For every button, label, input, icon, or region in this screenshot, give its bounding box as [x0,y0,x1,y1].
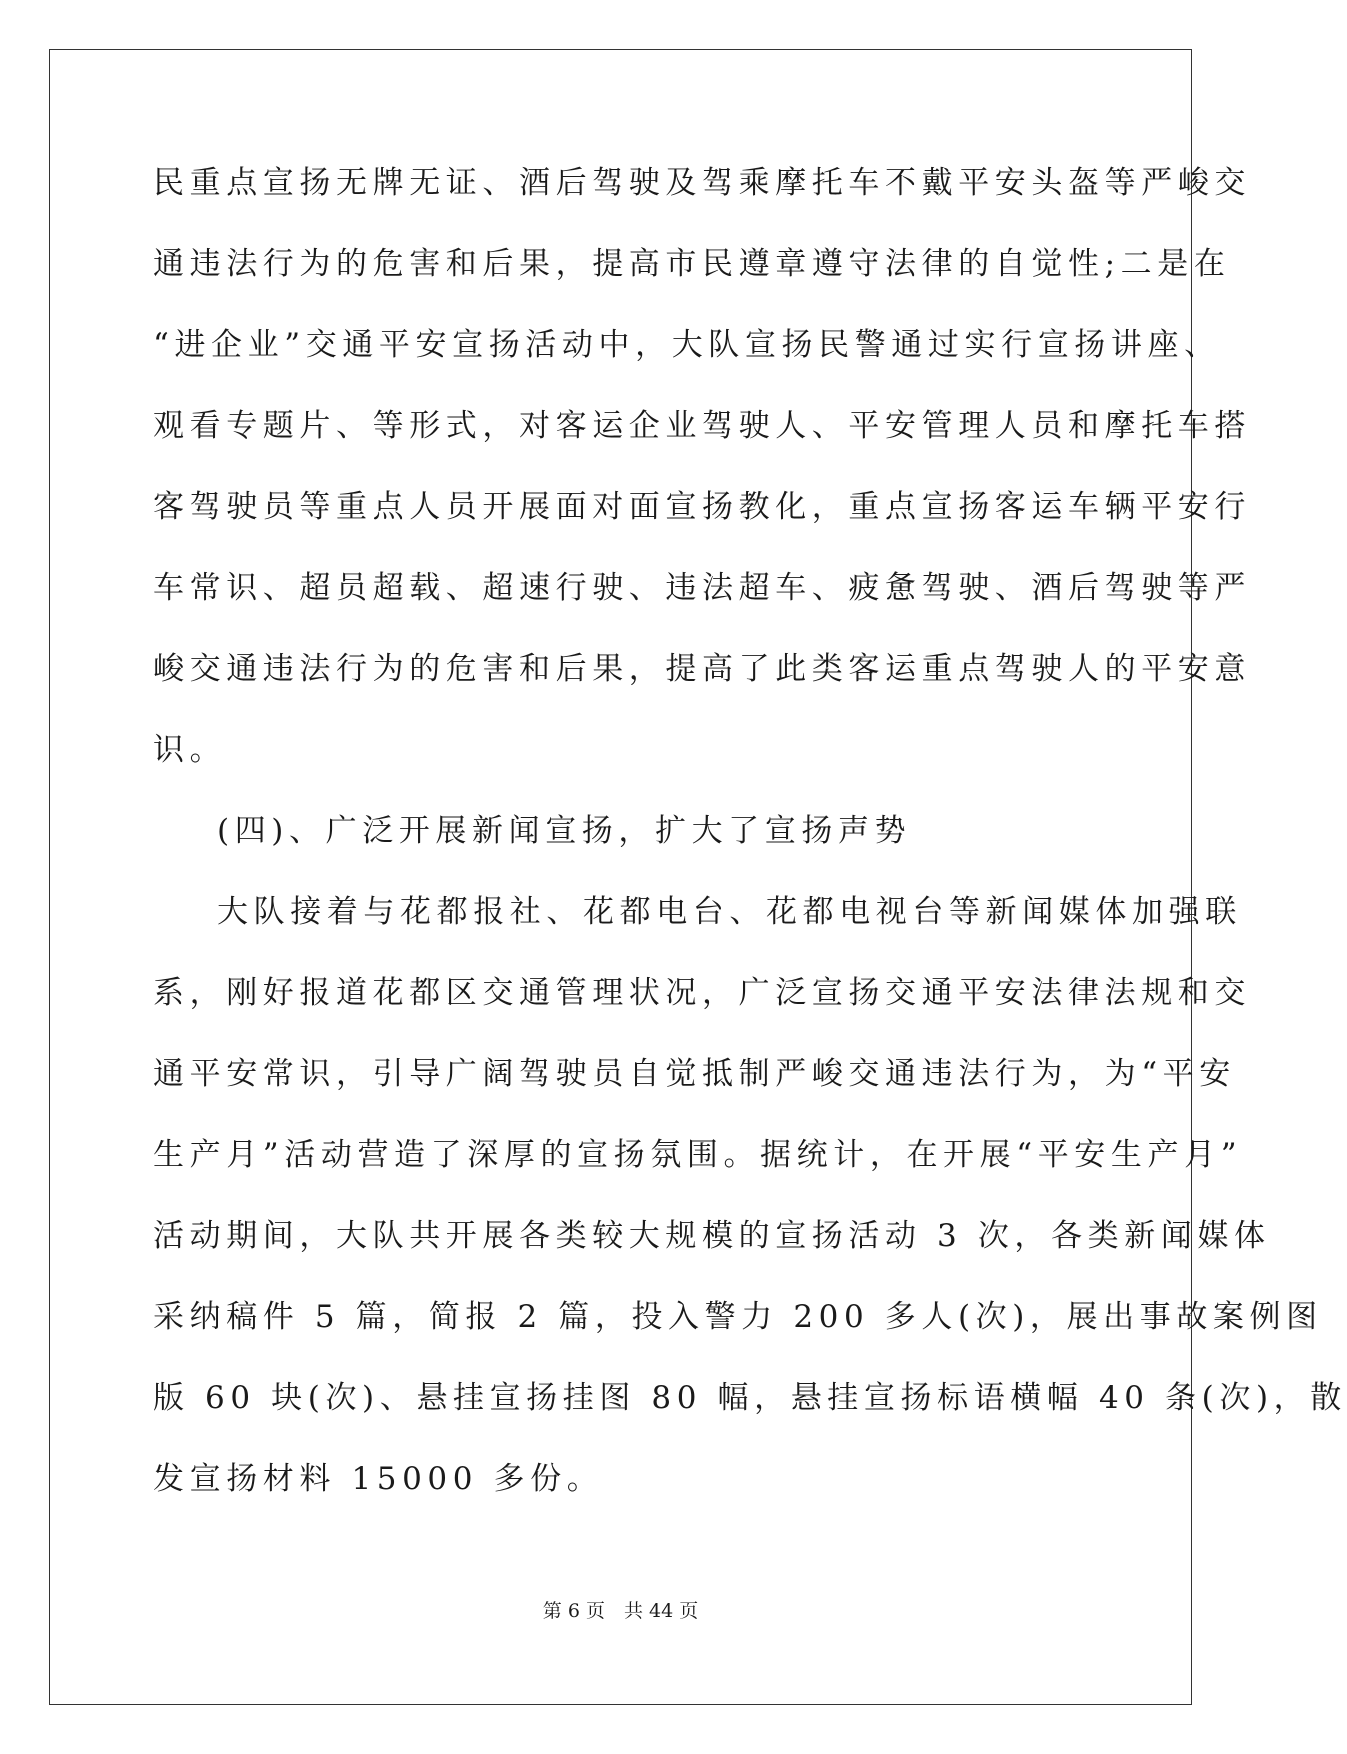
text-line: “进企业”交通平安宣扬活动中，大队宣扬民警通过实行宣扬讲座、 [153,327,1221,363]
text-line: 客驾驶员等重点人员开展面对面宣扬教化，重点宣扬客运车辆平安行 [153,489,1251,525]
text-line: 活动期间，大队共开展各类较大规模的宣扬活动 3 次，各类新闻媒体 [153,1218,1271,1254]
text-line: 生产月”活动营造了深厚的宣扬氛围。据统计，在开展“平安生产月” [153,1137,1243,1173]
text-line: 系，刚好报道花都区交通管理状况，广泛宣扬交通平安法律法规和交 [153,975,1251,1011]
section-heading: (四)、广泛开展新闻宣扬，扩大了宣扬声势 [217,813,912,849]
text-line: 峻交通违法行为的危害和后果，提高了此类客运重点驾驶人的平安意 [153,651,1251,687]
text-line: 采纳稿件 5 篇，简报 2 篇，投入警力 200 多人(次)，展出事故案例图 [153,1299,1323,1335]
text-line: 识。 [153,732,227,768]
text-line: 发宣扬材料 15000 多份。 [153,1461,604,1497]
text-line: 大队接着与花都报社、花都电台、花都电视台等新闻媒体加强联 [217,894,1242,930]
text-line: 车常识、超员超载、超速行驶、违法超车、疲惫驾驶、酒后驾驶等严 [153,570,1251,606]
text-line: 观看专题片、等形式，对客运企业驾驶人、平安管理人员和摩托车搭 [153,408,1251,444]
text-line: 通违法行为的危害和后果，提高市民遵章遵守法律的自觉性;二是在 [153,246,1231,282]
text-line: 通平安常识，引导广阔驾驶员自觉抵制严峻交通违法行为，为“平安 [153,1056,1236,1092]
text-line: 民重点宣扬无牌无证、酒后驾驶及驾乘摩托车不戴平安头盔等严峻交 [153,165,1251,201]
text-line: 版 60 块(次)、悬挂宣扬挂图 80 幅，悬挂宣扬标语横幅 40 条(次)，散 [153,1380,1347,1416]
document-body [153,155,1347,1532]
page-number: 第 6 页 共 44 页 [542,1600,699,1622]
